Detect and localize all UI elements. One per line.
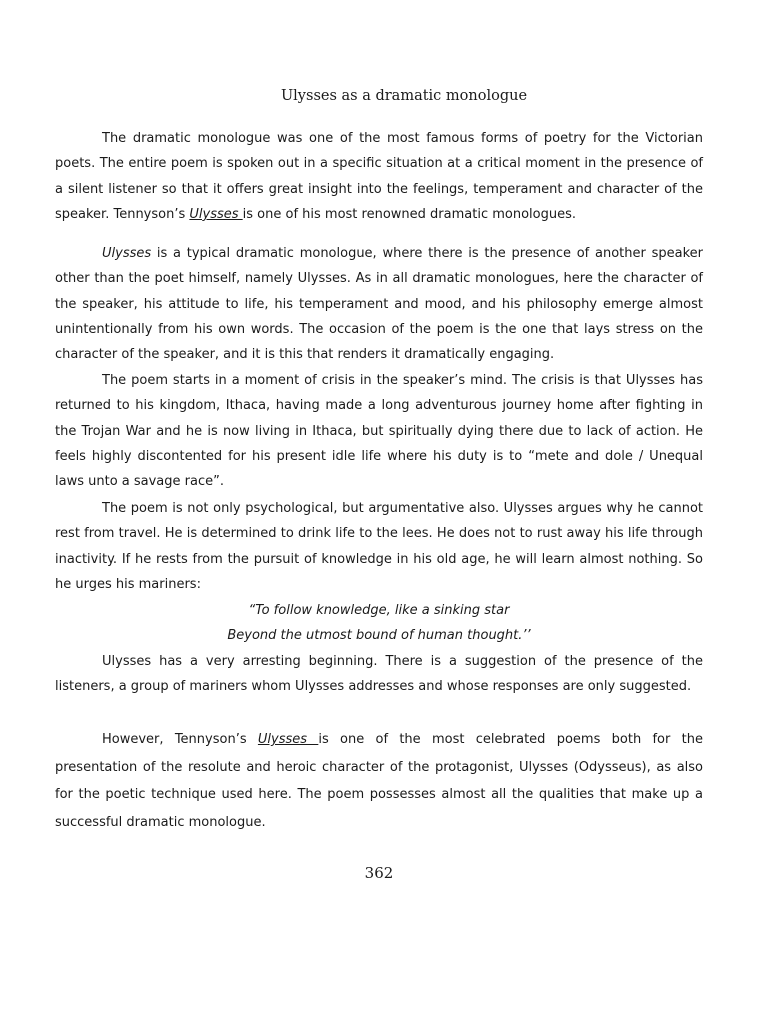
paragraph: [55, 496, 703, 597]
paragraph: [55, 726, 703, 836]
paragraph-text: is one of the most celebrated poems both for the presentation of the resolute and heroic character of the protagonist, Ulysses (Odysseus), as also for the poetic technique used here. The poem possesses almost all the qualities that make up a successful dramatic monologue.: [55, 732, 703, 830]
page-number: 362: [364, 864, 394, 882]
paragraph: [55, 368, 703, 494]
paragraph-text: Ulysses has a very arresting beginning. There is a suggestion of the presence of the listeners, a group of mariners whom Ulysses addresses and whose responses are only suggested.: [55, 654, 703, 695]
paragraph-text: However, Tennyson’s: [102, 732, 258, 747]
paragraph-text: The dramatic monologue was one of the most famous forms of poetry for the Victorian poets. The entire poem is spoken out in a specific situation at a critical moment in the presence of a silent listener so that it offers great insight into the feelings, temperament and character of the speaker. Tennyson’s: [55, 131, 703, 222]
page-title: Ulysses as a dramatic monologue: [280, 88, 528, 104]
paragraph: [55, 126, 703, 227]
quote-line: “To follow knowledge, like a sinking star: [248, 603, 510, 618]
poem-title: Ulysses: [102, 246, 152, 261]
paragraph-text: The poem starts in a moment of crisis in the speaker’s mind. The crisis is that Ulysses has returned to his kingdom, Ithaca, having made a long adventurous journey home after fighting in the Trojan War and he is now living in Ithaca, but spiritually dying there due to lack of action. He feels highly discontented for his present idle life where his duty is to “mete and dole / Unequal laws unto a savage race”.: [55, 373, 703, 490]
paragraph: [55, 649, 703, 700]
poem-title: Ulysses: [189, 206, 243, 222]
paragraph-text: The poem is not only psychological, but argumentative also. Ulysses argues why he cannot rest from travel. He is determined to drink life to the lees. He does not to rust away his life through inactivity. If he rests from the pursuit of knowledge in his old age, he will learn almost nothing. So he urges his mariners:: [55, 501, 703, 592]
paragraph: [55, 241, 703, 367]
paragraph-text: is a typical dramatic monologue, where there is the presence of another speaker other than the poet himself, namely Ulysses. As in all dramatic monologues, here the character of the speaker, his attitude to life, his temperament and mood, and his philosophy emerge almost unintentionally from his own words. The occasion of the poem is the one that lays stress on the character of the speaker, and it is this that renders it dramatically engaging.: [55, 246, 703, 363]
poem-title: Ulysses: [257, 732, 319, 747]
quote-line: Beyond the utmost bound of human thought.’’: [227, 628, 531, 643]
paragraph-text: is one of his most renowned dramatic monologues.: [242, 206, 576, 222]
